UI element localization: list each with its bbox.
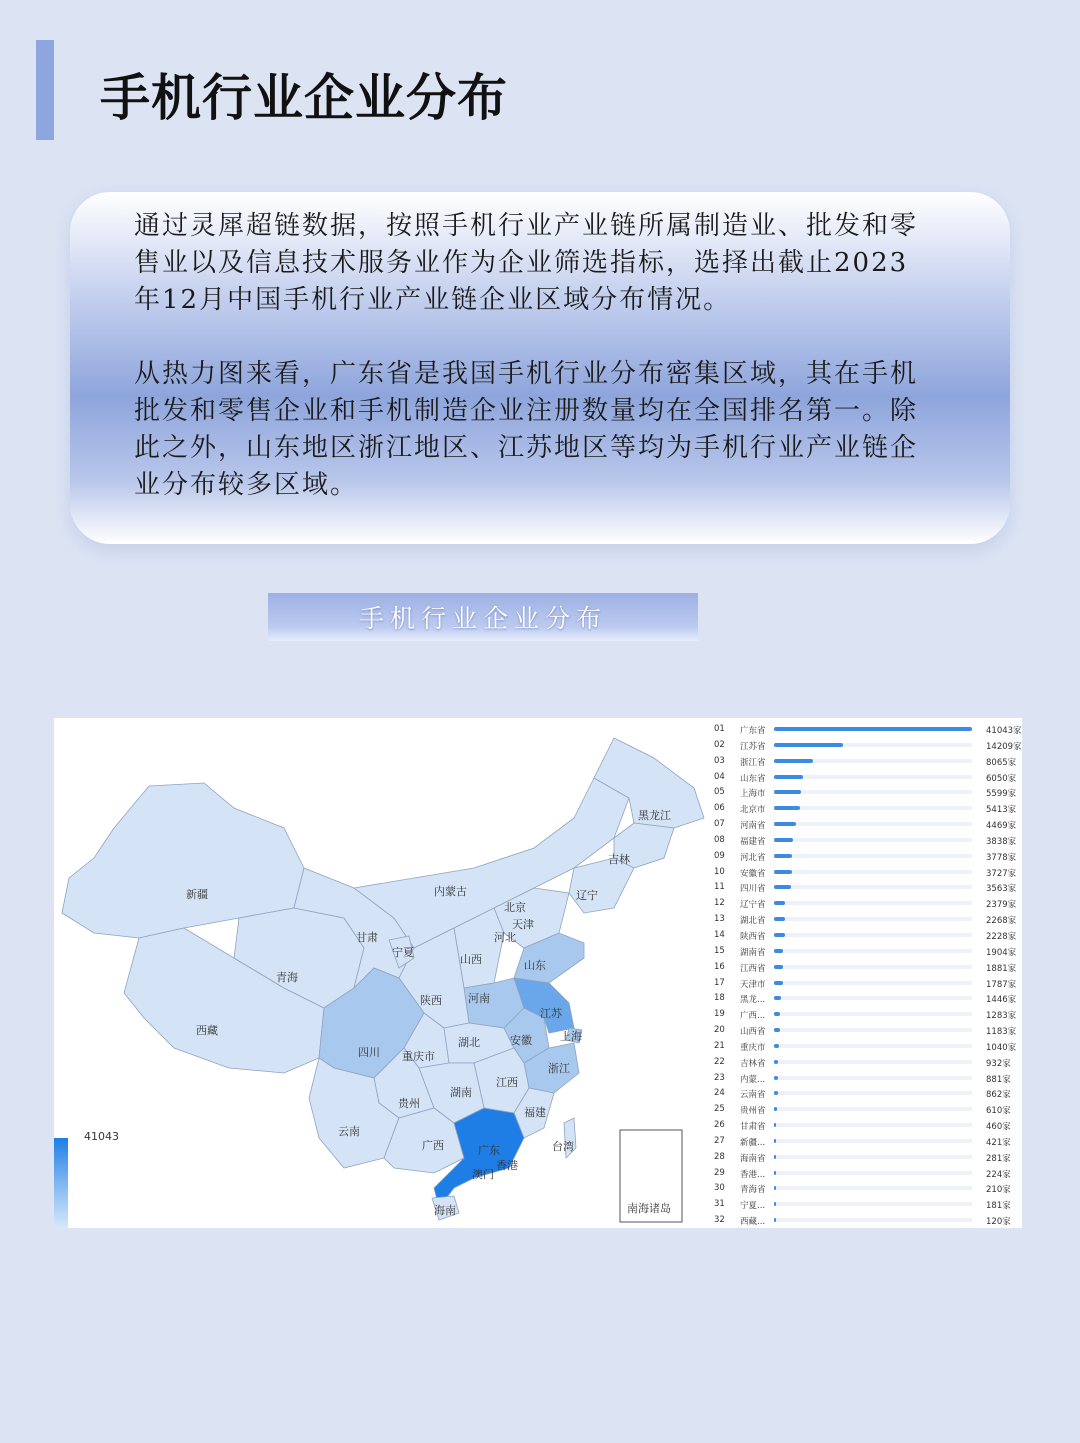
ranking-number: 20: [714, 1025, 725, 1036]
province-label: 海南: [434, 1204, 456, 1217]
ranking-province-name: 青海省: [740, 1185, 766, 1196]
intro-card: [70, 192, 1010, 544]
ranking-province-name: 四川省: [740, 884, 766, 895]
ranking-row: [710, 785, 1022, 801]
ranking-number: 06: [714, 803, 725, 814]
ranking-bar: [774, 933, 785, 937]
ranking-bar: [774, 838, 793, 842]
ranking-province-name: 广西...: [740, 1011, 766, 1022]
ranking-bar: [774, 870, 792, 874]
ranking-value: 3778家: [986, 852, 1017, 863]
province-label: 重庆市: [402, 1050, 435, 1063]
ranking-bar: [774, 1076, 778, 1080]
ranking-bar-track: [774, 743, 972, 747]
ranking-number: 28: [714, 1151, 725, 1162]
ranking-row: [710, 817, 1022, 833]
province-label: 湖北: [458, 1036, 480, 1049]
ranking-value: 1283家: [986, 1011, 1017, 1022]
province-label: 湖南: [450, 1086, 472, 1099]
china-heat-map: [54, 718, 710, 1228]
ranking-value: 2379家: [986, 900, 1017, 911]
province-label: 黑龙江: [638, 809, 671, 822]
ranking-number: 18: [714, 993, 725, 1004]
ranking-bar: [774, 996, 781, 1000]
ranking-row: [710, 1197, 1022, 1213]
ranking-number: 32: [714, 1215, 725, 1226]
ranking-bar: [774, 1123, 776, 1127]
ranking-bar-track: [774, 933, 972, 937]
ranking-value: 460家: [986, 1122, 1011, 1133]
ranking-bar: [774, 1044, 779, 1048]
ranking-row: [710, 1086, 1022, 1102]
ranking-bar-track: [774, 1076, 972, 1080]
legend-color-bar: [54, 1138, 68, 1228]
ranking-province-name: 云南省: [740, 1090, 766, 1101]
ranking-number: 04: [714, 771, 725, 782]
ranking-row: [710, 722, 1022, 738]
province-label: 吉林: [608, 853, 630, 866]
ranking-bar: [774, 790, 801, 794]
ranking-value: 210家: [986, 1185, 1011, 1196]
province-label: 辽宁: [576, 889, 598, 902]
ranking-number: 01: [714, 724, 725, 734]
ranking-bar-track: [774, 1186, 972, 1190]
ranking-number: 08: [714, 834, 725, 845]
ranking-bar: [774, 1107, 777, 1111]
province-label: 四川: [358, 1046, 380, 1059]
ranking-row: [710, 880, 1022, 896]
ranking-bar: [774, 1028, 780, 1032]
ranking-province-name: 宁夏...: [740, 1201, 766, 1212]
ranking-bar-track: [774, 1012, 972, 1016]
ranking-bar-track: [774, 901, 972, 905]
ranking-number: 25: [714, 1104, 725, 1115]
ranking-number: 05: [714, 787, 725, 798]
ranking-bar-track: [774, 775, 972, 779]
ranking-province-name: 江苏省: [740, 741, 766, 752]
ranking-row: [710, 1102, 1022, 1118]
ranking-value: 1787家: [986, 979, 1017, 990]
ranking-bar-track: [774, 1202, 972, 1206]
ranking-bar: [774, 727, 972, 731]
ranking-bar: [774, 901, 785, 905]
ranking-province-name: 吉林省: [740, 1058, 766, 1069]
ranking-number: 23: [714, 1072, 725, 1083]
ranking-bar-track: [774, 949, 972, 953]
province-label: 西藏: [196, 1024, 218, 1037]
ranking-row: [710, 991, 1022, 1007]
ranking-province-name: 河北省: [740, 852, 766, 863]
province-liaoning: [569, 858, 634, 913]
ranking-number: 15: [714, 945, 725, 956]
ranking-value: 5599家: [986, 789, 1017, 800]
ranking-row: [710, 738, 1022, 754]
ranking-province-name: 西藏...: [740, 1217, 766, 1228]
ranking-province-name: 贵州省: [740, 1106, 766, 1117]
ranking-value: 2268家: [986, 916, 1017, 927]
ranking-bar-track: [774, 1060, 972, 1064]
map-panel: [54, 718, 1022, 1228]
province-label: 云南: [338, 1125, 360, 1138]
ranking-province-name: 湖南省: [740, 947, 766, 958]
ranking-bar-track: [774, 1218, 972, 1222]
ranking-value: 3727家: [986, 868, 1017, 879]
ranking-value: 4469家: [986, 821, 1017, 832]
ranking-number: 14: [714, 929, 725, 940]
ranking-row: [710, 1181, 1022, 1197]
ranking-number: 07: [714, 819, 725, 830]
ranking-province-name: 香港...: [740, 1169, 766, 1180]
ranking-province-name: 山西省: [740, 1027, 766, 1038]
ranking-row: [710, 865, 1022, 881]
ranking-province-name: 辽宁省: [740, 900, 766, 911]
ranking-bar: [774, 885, 791, 889]
ranking-number: 10: [714, 866, 725, 877]
province-label: 北京: [504, 901, 526, 914]
ranking-row: [710, 849, 1022, 865]
ranking-bar: [774, 775, 803, 779]
ranking-bar-track: [774, 996, 972, 1000]
ranking-province-name: 湖北省: [740, 916, 766, 927]
ranking-number: 24: [714, 1088, 725, 1099]
intro-paragraph-2: 从热力图来看，广东省是我国手机行业分布密集区域，其在手机批发和零售企业和手机制造企业注册数量均在全国排名第一。除此之外，山东地区浙江地区、江苏地区等均为手机行业产业链企业分布较多区域。: [134, 359, 919, 500]
ranking-province-name: 重庆市: [740, 1042, 766, 1053]
ranking-bar-track: [774, 1139, 972, 1143]
ranking-bar: [774, 949, 783, 953]
ranking-number: 11: [714, 882, 725, 893]
ranking-row: [710, 944, 1022, 960]
south-china-sea-inset-label: 南海诸岛: [627, 1202, 671, 1215]
ranking-province-name: 陕西省: [740, 931, 766, 942]
ranking-row: [710, 1213, 1022, 1229]
ranking-row: [710, 960, 1022, 976]
ranking-value: 1183家: [986, 1027, 1017, 1038]
ranking-bar-track: [774, 917, 972, 921]
ranking-value: 881家: [986, 1074, 1011, 1085]
ranking-province-name: 浙江省: [740, 757, 766, 768]
ranking-row: [710, 976, 1022, 992]
province-label: 新疆: [186, 888, 208, 901]
ranking-number: 29: [714, 1167, 725, 1178]
ranking-province-name: 广东省: [740, 726, 766, 736]
ranking-row: [710, 928, 1022, 944]
ranking-bar: [774, 1139, 776, 1143]
ranking-number: 31: [714, 1199, 725, 1210]
ranking-value: 41043家: [986, 726, 1022, 736]
ranking-row: [710, 754, 1022, 770]
ranking-number: 13: [714, 914, 725, 925]
province-label: 青海: [276, 971, 298, 984]
ranking-bar: [774, 917, 785, 921]
ranking-bar-track: [774, 885, 972, 889]
ranking-bar: [774, 1186, 776, 1190]
ranking-row: [710, 1134, 1022, 1150]
ranking-number: 17: [714, 977, 725, 988]
ranking-bar-track: [774, 838, 972, 842]
ranking-bar: [774, 1091, 778, 1095]
ranking-bar: [774, 743, 843, 747]
ranking-value: 421家: [986, 1137, 1011, 1148]
section-subtitle: 手机行业企业分布: [358, 604, 607, 633]
ranking-row: [710, 1055, 1022, 1071]
ranking-number: 12: [714, 898, 725, 909]
province-label: 山西: [460, 953, 482, 966]
ranking-bar-track: [774, 1171, 972, 1175]
ranking-bar-track: [774, 1028, 972, 1032]
south-china-sea-inset: [620, 1130, 682, 1222]
ranking-number: 02: [714, 739, 725, 750]
ranking-row: [710, 801, 1022, 817]
province-label: 台湾: [552, 1140, 574, 1153]
ranking-row: [710, 1118, 1022, 1134]
ranking-value: 1446家: [986, 995, 1017, 1006]
province-layer: [62, 738, 704, 1220]
ranking-province-name: 天津市: [740, 979, 766, 990]
ranking-row: [710, 1166, 1022, 1182]
ranking-province-name: 甘肃省: [740, 1122, 766, 1133]
ranking-bar-track: [774, 965, 972, 969]
ranking-bar-track: [774, 790, 972, 794]
ranking-bar: [774, 822, 796, 826]
ranking-bar-track: [774, 1155, 972, 1159]
ranking-bar-track: [774, 806, 972, 810]
ranking-value: 281家: [986, 1153, 1011, 1164]
ranking-bar: [774, 854, 792, 858]
ranking-bar: [774, 965, 783, 969]
province-label: 陕西: [420, 994, 442, 1007]
ranking-province-name: 安徽省: [740, 868, 766, 879]
ranking-row: [710, 1071, 1022, 1087]
ranking-value: 932家: [986, 1058, 1011, 1069]
province-label: 天津: [512, 918, 534, 931]
ranking-value: 181家: [986, 1201, 1011, 1212]
ranking-bar: [774, 1218, 776, 1222]
ranking-bar-track: [774, 870, 972, 874]
ranking-number: 27: [714, 1135, 725, 1146]
ranking-province-name: 山东省: [740, 773, 766, 784]
title-accent-bar: [36, 40, 54, 140]
ranking-province-name: 海南省: [740, 1153, 766, 1164]
ranking-bar-track: [774, 822, 972, 826]
ranking-number: 22: [714, 1056, 725, 1067]
province-label: 甘肃: [356, 931, 378, 944]
ranking-value: 14209家: [986, 741, 1022, 752]
province-label: 福建: [524, 1106, 546, 1119]
ranking-value: 224家: [986, 1169, 1011, 1180]
province-label: 浙江: [548, 1062, 570, 1075]
ranking-number: 16: [714, 961, 725, 972]
ranking-value: 120家: [986, 1217, 1011, 1228]
ranking-row: [710, 1023, 1022, 1039]
ranking-row: [710, 770, 1022, 786]
ranking-value: 1040家: [986, 1042, 1017, 1053]
legend-max-value: 41043: [84, 1130, 119, 1143]
ranking-row: [710, 1150, 1022, 1166]
ranking-number: 30: [714, 1183, 725, 1194]
ranking-bar: [774, 806, 800, 810]
province-label: 贵州: [398, 1097, 420, 1110]
ranking-province-name: 福建省: [740, 836, 766, 847]
ranking-row: [710, 912, 1022, 928]
ranking-bar-track: [774, 1107, 972, 1111]
ranking-row: [710, 1039, 1022, 1055]
ranking-value: 1881家: [986, 963, 1017, 974]
province-label: 江苏: [540, 1007, 562, 1020]
province-label: 宁夏: [392, 946, 414, 959]
ranking-province-name: 黑龙...: [740, 995, 766, 1006]
ranking-value: 610家: [986, 1106, 1011, 1117]
province-label: 广东: [478, 1144, 500, 1157]
ranking-number: 19: [714, 1009, 725, 1020]
ranking-bar: [774, 981, 783, 985]
ranking-bar: [774, 759, 813, 763]
ranking-value: 2228家: [986, 931, 1017, 942]
ranking-number: 21: [714, 1040, 725, 1051]
ranking-row: [710, 1007, 1022, 1023]
ranking-value: 862家: [986, 1090, 1011, 1101]
province-label: 河南: [468, 992, 490, 1005]
province-ranking-list: [710, 722, 1022, 1229]
province-label: 河北: [494, 931, 516, 944]
ranking-number: 26: [714, 1120, 725, 1131]
ranking-province-name: 新疆...: [740, 1137, 766, 1148]
ranking-bar: [774, 1202, 776, 1206]
ranking-row: [710, 896, 1022, 912]
ranking-bar-track: [774, 759, 972, 763]
ranking-value: 1904家: [986, 947, 1017, 958]
province-label: 安徽: [510, 1034, 532, 1047]
ranking-number: 03: [714, 755, 725, 766]
ranking-bar: [774, 1155, 776, 1159]
province-label: 山东: [524, 959, 546, 972]
ranking-province-name: 内蒙...: [740, 1074, 766, 1085]
ranking-value: 6050家: [986, 773, 1017, 784]
ranking-province-name: 上海市: [740, 789, 766, 800]
province-label: 香港: [496, 1159, 518, 1172]
province-label: 广西: [422, 1139, 444, 1152]
page-title: 手机行业企业分布: [100, 69, 508, 127]
ranking-bar-track: [774, 1091, 972, 1095]
province-label: 上海: [560, 1030, 582, 1043]
section-subtitle-banner: [268, 593, 698, 641]
ranking-row: [710, 833, 1022, 849]
ranking-value: 5413家: [986, 805, 1017, 816]
province-label: 澳门: [472, 1168, 494, 1181]
ranking-bar: [774, 1012, 780, 1016]
ranking-province-name: 北京市: [740, 805, 766, 816]
province-label: 江西: [496, 1076, 518, 1089]
ranking-bar-track: [774, 727, 972, 731]
ranking-number: 09: [714, 850, 725, 861]
ranking-bar-track: [774, 1123, 972, 1127]
ranking-bar-track: [774, 1044, 972, 1048]
ranking-bar: [774, 1060, 778, 1064]
intro-paragraph-1: 通过灵犀超链数据，按照手机行业产业链所属制造业、批发和零售业以及信息技术服务业作为企业筛选指标，选择出截止2023年12月中国手机行业产业链企业区域分布情况。: [134, 211, 919, 315]
ranking-value: 3838家: [986, 836, 1017, 847]
ranking-bar-track: [774, 981, 972, 985]
province-label: 内蒙古: [434, 885, 467, 898]
ranking-bar-track: [774, 854, 972, 858]
ranking-province-name: 河南省: [740, 821, 766, 832]
ranking-value: 8065家: [986, 757, 1017, 768]
ranking-province-name: 江西省: [740, 963, 766, 974]
ranking-value: 3563家: [986, 884, 1017, 895]
ranking-bar: [774, 1171, 776, 1175]
